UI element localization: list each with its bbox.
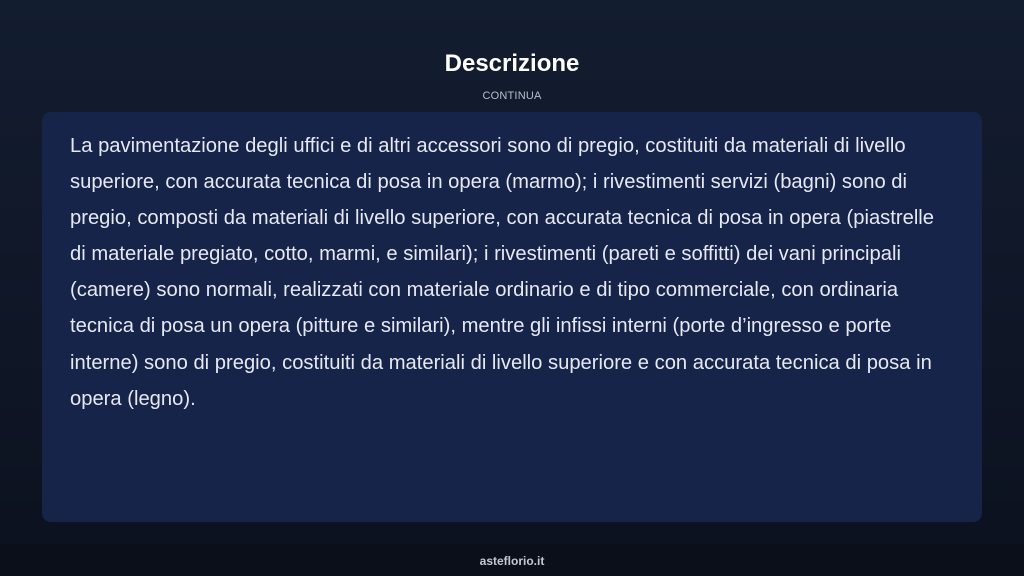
footer [0, 544, 1024, 576]
description-text: La pavimentazione degli uffici e di altri accessori sono di pregio, costituiti da materiali di livello superiore, con accurata tecnica di posa in opera (marmo); i rivestimenti servizi (bagni) sono di pregio, composti da materiali di livello superiore, con accurata tecnica di posa in opera (piastrelle di materiale pregiato, cotto, marmi, e similari); i rivestimenti (pareti e soffitti) dei vani principali (camere) sono normali, realizzati con materiale ordinario e di tipo commerciale, con ordinaria tecnica di posa un opera (pitture e similari), mentre gli infissi interni (porte d’ingresso e porte interne) sono di pregio, costituiti da materiali di livello superiore e con accurata tecnica di posa in opera (legno). [70, 135, 935, 410]
page-title: Descrizione [444, 50, 580, 77]
footer-brand: asteflorio.it [479, 554, 545, 568]
description-card [42, 112, 982, 522]
continue-link[interactable]: CONTINUA [482, 90, 542, 102]
